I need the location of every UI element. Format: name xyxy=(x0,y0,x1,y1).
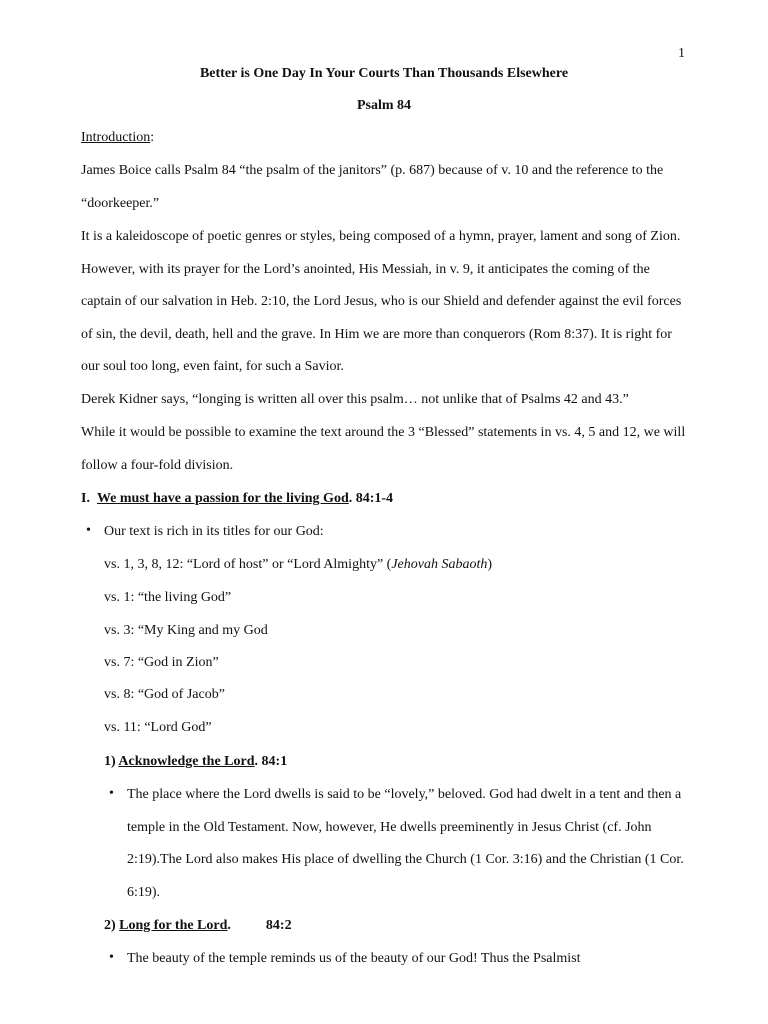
intro-paragraph-2-line-5: our soul too long, even faint, for such a Savior. xyxy=(81,359,344,374)
subsection-2-heading xyxy=(104,917,292,935)
section-1-ref: . 84:1-4 xyxy=(348,491,394,506)
subsection-1-number: 1) xyxy=(104,754,116,769)
bullet-dot: • xyxy=(86,523,91,538)
intro-paragraph-2-line-3: captain of our salvation in Heb. 2:10, the Lord Jesus, who is our Shield and defender against the evil forces xyxy=(81,294,682,309)
intro-paragraph-2-line-1: It is a kaleidoscope of poetic genres or styles, being composed of a hymn, prayer, lament and song of Zion. xyxy=(81,229,681,244)
intro-heading-line xyxy=(81,129,154,147)
subsection-1-bullet-line-4: 6:19). xyxy=(127,885,161,900)
bullet-dot: • xyxy=(109,786,114,801)
subsection-1-bullet-line-1: The place where the Lord dwells is said to be “lovely,” beloved. God had dwelt in a tent and then a xyxy=(127,787,682,802)
subsection-2-title: Long for the Lord xyxy=(119,918,228,933)
intro-paragraph-2-line-2: However, with its prayer for the Lord’s anointed, His Messiah, in v. 9, it anticipates the coming of the xyxy=(81,262,650,277)
subsection-1-title: Acknowledge the Lord xyxy=(118,754,255,769)
intro-paragraph-1-line-2: “doorkeeper.” xyxy=(81,196,160,211)
subsection-1-bullet-line-3: 2:19).The Lord also makes His place of dwelling the Church (1 Cor. 3:16) and the Christian (1 Cor. xyxy=(127,852,684,867)
god-title-1-close: ) xyxy=(487,557,493,572)
god-title-4: vs. 7: “God in Zion” xyxy=(104,655,219,670)
intro-paragraph-4-line-2: follow a four-fold division. xyxy=(81,458,234,473)
intro-heading: Introduction xyxy=(81,130,151,145)
subsection-2-bullet-line-1: The beauty of the temple reminds us of the beauty of our God! Thus the Psalmist xyxy=(127,951,581,966)
section-1-heading xyxy=(81,490,393,508)
god-title-6: vs. 11: “Lord God” xyxy=(104,720,212,735)
intro-paragraph-1-line-1: James Boice calls Psalm 84 “the psalm of the janitors” (p. 687) because of v. 10 and the reference to the xyxy=(81,163,664,178)
subsection-1-bullet-line-2: temple in the Old Testament. Now, however, He dwells preeminently in Jesus Christ (cf. John xyxy=(127,820,652,835)
intro-heading-colon: : xyxy=(150,130,155,145)
god-title-1-text: vs. 1, 3, 8, 12: “Lord of host” or “Lord Almighty” ( xyxy=(104,557,392,572)
subsection-2-ref: . 84:2 xyxy=(227,918,292,933)
section-1-title: We must have a passion for the living God xyxy=(96,491,349,506)
bullet-dot: • xyxy=(109,950,114,965)
subsection-1-ref: . 84:1 xyxy=(254,754,288,769)
god-title-2: vs. 1: “the living God” xyxy=(104,590,232,605)
subsection-1-heading xyxy=(104,753,287,771)
subsection-2-number: 2) xyxy=(104,918,116,933)
document-subtitle: Psalm 84 xyxy=(356,98,412,113)
page-number: 1 xyxy=(678,46,685,61)
document-title: Better is One Day In Your Courts Than Thousands Elsewhere xyxy=(199,66,569,81)
intro-paragraph-2-line-4: of sin, the devil, death, hell and the grave. In Him we are more than conquerors (Rom 8:37). It is right for xyxy=(81,327,672,342)
god-title-5: vs. 8: “God of Jacob” xyxy=(104,687,225,702)
god-title-1-italic: Jehovah Sabaoth xyxy=(391,557,488,572)
section-1-bullet-1: Our text is rich in its titles for our God: xyxy=(104,524,324,539)
intro-paragraph-4-line-1: While it would be possible to examine the text around the 3 “Blessed” statements in vs. 4, 5 and 12, we will xyxy=(81,425,686,440)
section-1-number: I. xyxy=(81,491,90,506)
god-title-1 xyxy=(104,556,492,574)
intro-paragraph-3: Derek Kidner says, “longing is written all over this psalm… not unlike that of Psalms 42 and 43.” xyxy=(81,392,629,407)
god-title-3: vs. 3: “My King and my God xyxy=(104,623,268,638)
